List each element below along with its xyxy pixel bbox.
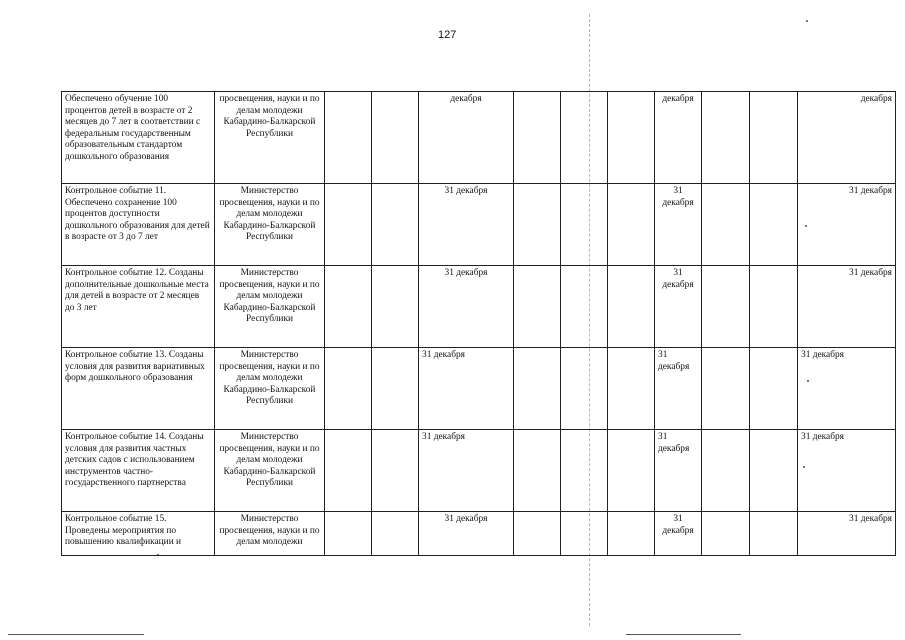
- deadline-cell: декабря: [655, 92, 702, 184]
- deadline-cell: 31 декабря: [655, 430, 702, 512]
- empty-cell: [561, 92, 608, 184]
- deadline-cell: 31 декабря: [798, 184, 896, 266]
- table-row: [62, 512, 896, 556]
- empty-cell: [514, 184, 561, 266]
- control-events-table: [61, 91, 896, 556]
- deadline-cell: 31 декабря: [655, 512, 702, 556]
- deadline-cell: 31 декабря: [419, 430, 514, 512]
- event-description-cell: Контрольное событие 12. Созданы дополнительные дошкольные места для детей в возрасте от 2 месяцев до 3 лет: [62, 266, 215, 348]
- empty-cell: [608, 512, 655, 556]
- empty-cell: [372, 512, 419, 556]
- empty-cell: [750, 184, 798, 266]
- empty-cell: [325, 348, 372, 430]
- empty-cell: [325, 430, 372, 512]
- empty-cell: [325, 92, 372, 184]
- table-row: [62, 348, 896, 430]
- table-row: [62, 430, 896, 512]
- empty-cell: [514, 92, 561, 184]
- empty-cell: [608, 430, 655, 512]
- table-row: [62, 184, 896, 266]
- empty-cell: [514, 348, 561, 430]
- event-description-cell: Контрольное событие 15. Проведены мероприятия по повышению квалификации и: [62, 512, 215, 556]
- page-number: 127: [438, 29, 457, 41]
- empty-cell: [561, 266, 608, 348]
- event-description-cell: Контрольное событие 11. Обеспечено сохранение 100 процентов доступности дошкольного образования для детей в возрасте от 3 до 7 лет: [62, 184, 215, 266]
- empty-cell: [702, 512, 750, 556]
- event-description-cell: Контрольное событие 14. Созданы условия для развития частных детских садов с использованием инструментов частно-государственного партнерства: [62, 430, 215, 512]
- empty-cell: [702, 266, 750, 348]
- empty-cell: [750, 92, 798, 184]
- empty-cell: [608, 184, 655, 266]
- executor-cell: просвещения, науки и по делам молодежи Кабардино-Балкарской Республики: [215, 92, 325, 184]
- deadline-cell: 31 декабря: [655, 266, 702, 348]
- empty-cell: [514, 266, 561, 348]
- deadline-cell: декабря: [419, 92, 514, 184]
- deadline-cell: 31 декабря: [655, 184, 702, 266]
- empty-cell: [702, 430, 750, 512]
- empty-cell: [702, 92, 750, 184]
- empty-cell: [325, 184, 372, 266]
- empty-cell: [372, 92, 419, 184]
- deadline-cell: 31 декабря: [798, 266, 896, 348]
- empty-cell: [561, 184, 608, 266]
- event-description-cell: Контрольное событие 13. Созданы условия для развития вариативных форм дошкольного образования: [62, 348, 215, 430]
- executor-cell: Министерство просвещения, науки и по делам молодежи Кабардино-Балкарской Республики: [215, 430, 325, 512]
- empty-cell: [514, 512, 561, 556]
- deadline-cell: 31 декабря: [798, 430, 896, 512]
- empty-cell: [702, 184, 750, 266]
- empty-cell: [750, 512, 798, 556]
- empty-cell: [372, 266, 419, 348]
- deadline-cell: 31 декабря: [419, 184, 514, 266]
- executor-cell: Министерство просвещения, науки и по делам молодежи Кабардино-Балкарской Республики: [215, 348, 325, 430]
- scan-speck: [806, 20, 808, 22]
- empty-cell: [750, 266, 798, 348]
- empty-cell: [372, 348, 419, 430]
- deadline-cell: 31 декабря: [419, 348, 514, 430]
- empty-cell: [750, 430, 798, 512]
- empty-cell: [561, 430, 608, 512]
- deadline-cell: 31 декабря: [419, 512, 514, 556]
- empty-cell: [514, 430, 561, 512]
- executor-cell: Министерство просвещения, науки и по делам молодежи Кабардино-Балкарской Республики: [215, 266, 325, 348]
- empty-cell: [561, 348, 608, 430]
- empty-cell: [608, 92, 655, 184]
- table-row: [62, 92, 896, 184]
- deadline-cell: 31 декабря: [798, 348, 896, 430]
- executor-cell: Министерство просвещения, науки и по делам молодежи: [215, 512, 325, 556]
- empty-cell: [608, 266, 655, 348]
- empty-cell: [325, 266, 372, 348]
- deadline-cell: 31 декабря: [419, 266, 514, 348]
- deadline-cell: 31 декабря: [798, 512, 896, 556]
- empty-cell: [608, 348, 655, 430]
- deadline-cell: декабря: [798, 92, 896, 184]
- empty-cell: [325, 512, 372, 556]
- executor-cell: Министерство просвещения, науки и по делам молодежи Кабардино-Балкарской Республики: [215, 184, 325, 266]
- empty-cell: [372, 430, 419, 512]
- empty-cell: [702, 348, 750, 430]
- event-description-cell: Обеспечено обучение 100 процентов детей в возрасте от 2 месяцев до 7 лет в соответствии с федеральным государственным образовательным стандартом дошкольного образования: [62, 92, 215, 184]
- empty-cell: [561, 512, 608, 556]
- empty-cell: [750, 348, 798, 430]
- empty-cell: [372, 184, 419, 266]
- deadline-cell: 31 декабря: [655, 348, 702, 430]
- bottom-rule-right: [626, 634, 741, 635]
- table-row: [62, 266, 896, 348]
- bottom-rule-left: [8, 634, 144, 635]
